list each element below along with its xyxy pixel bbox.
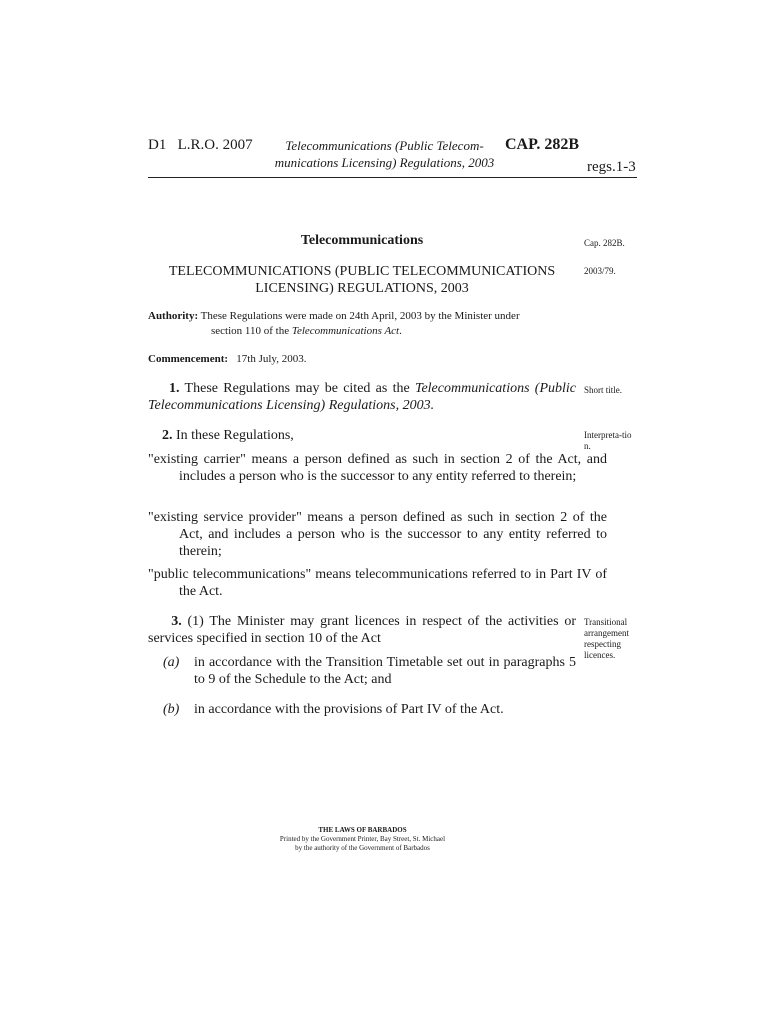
section-3-item-b: [163, 701, 576, 718]
long-title-line1: TELECOMMUNICATIONS (PUBLIC TELECOMMUNICATIONS: [168, 264, 556, 279]
item-b-label: (b): [163, 702, 180, 717]
section-heading: Telecommunications: [300, 233, 424, 248]
margin-note-interpretation: Interpreta-tion.: [584, 430, 632, 451]
item-a-label: (a): [163, 655, 180, 670]
item-b-text: in accordance with the provisions of Part IV of the Act.: [194, 702, 504, 717]
commencement-label: Commencement:: [148, 353, 229, 365]
authority-label: Authority:: [148, 310, 199, 322]
margin-note-cap: Cap. 282B.: [584, 238, 625, 248]
section-1-number: 1.: [169, 381, 180, 396]
footer-title: THE LAWS OF BARBADOS: [318, 826, 407, 834]
section-2: [148, 427, 576, 444]
authority-text-2-suffix: .: [399, 325, 402, 337]
margin-note-act: 2003/79.: [584, 266, 616, 276]
section-2-text: In these Regulations,: [176, 428, 294, 443]
definition-public-telecommunications: "public telecommunications" means telecommunications referred to in Part IV of the Act.: [148, 567, 607, 599]
header-title-line2: munications Licensing) Regulations, 2003: [274, 155, 495, 170]
authority-text-1: These Regulations were made on 24th April, 2003 by the Minister under: [200, 310, 520, 322]
long-title-line2: LICENSING) REGULATIONS, 2003: [255, 281, 469, 296]
definition-existing-carrier: "existing carrier" means a person defined as such in section 2 of the Act, and includes a person who is the successor to any entity referred to therein;: [148, 452, 607, 484]
commencement-date: 17th July, 2003.: [236, 353, 307, 365]
footer-authority: by the authority of the Government of Barbados: [295, 844, 430, 852]
margin-note-short-title: Short title.: [584, 385, 622, 395]
header-rule: [148, 177, 637, 178]
header-chapter: CAP. 282B: [505, 136, 580, 153]
section-3-text: (1) The Minister may grant licences in respect of the activities or services specified in section 10 of the Act: [148, 614, 577, 646]
definition-existing-service-provider: "existing service provider" means a person defined as such in section 2 of the Act, and includes a person who is the successor to any entity referred to therein;: [148, 510, 607, 559]
header-title: [262, 137, 507, 171]
section-3-number: 3.: [171, 614, 182, 629]
authority-act-name: Telecommunications Act: [291, 325, 400, 337]
long-title: [148, 263, 576, 297]
item-a-text: in accordance with the Transition Timetable set out in paragraphs 5 to 9 of the Schedule to the Act; and: [194, 655, 576, 687]
authority-note: [148, 309, 576, 339]
section-1: [148, 380, 576, 414]
footer-printer: Printed by the Government Printer, Bay Street, St. Michael: [279, 835, 446, 843]
section-2-number: 2.: [162, 428, 173, 443]
commencement-note: [148, 352, 576, 367]
margin-note-transitional: Transitional arrangement respecting licences.: [584, 617, 629, 660]
section-3: [148, 613, 576, 647]
header-regs: regs.1-3: [587, 159, 636, 175]
section-1-text: These Regulations may be cited as the: [184, 381, 415, 396]
section-1-citation: Telecommunications (Public Telecommunications Licensing) Regulations, 2003.: [148, 381, 577, 413]
header-page-ref: D1 L.R.O. 2007: [148, 137, 253, 153]
header-title-line1: Telecommunications (Public Telecom-: [285, 138, 484, 153]
authority-text-2-prefix: section 110 of the: [211, 325, 292, 337]
section-3-item-a: [163, 654, 576, 688]
authority-text-2: [148, 324, 576, 339]
